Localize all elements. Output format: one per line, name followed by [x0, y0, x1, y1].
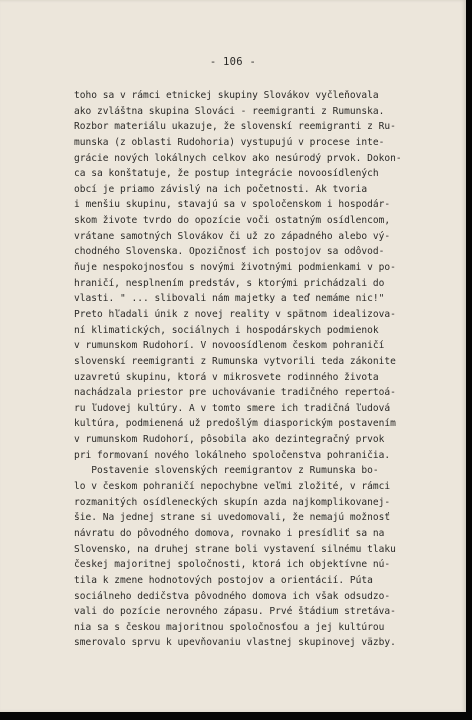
text-line: nia sa s českou majoritnou spoločnosťou a jej kultúrou: [74, 621, 385, 633]
text-line: ca sa konštatuje, že postup integrácie novoosídlených: [74, 168, 379, 180]
text-line: nachádzala priestor pre uchovávanie tradičného repertoá-: [74, 387, 396, 399]
text-line: ní klimatických, sociálnych i hospodárskych podmienok: [74, 324, 379, 336]
text-line: lo v českom pohraničí nepochybne veľmi zložité, v rámci: [74, 481, 391, 493]
text-line: ru ľudovej kultúry. A v tomto smere ich tradičná ľudová: [74, 402, 391, 414]
text-line: návratu do pôvodného domova, rovnako i presídliť sa na: [74, 527, 385, 539]
text-line: tila k zmene hodnotových postojov a orientácií. Púta: [74, 574, 373, 586]
text-line: Slovensko, na druhej strane boli vystavení silnému tlaku: [74, 543, 396, 555]
text-line: obcí je priamo závislý na ich početnosti. Ak tvoria: [74, 183, 368, 195]
text-line: vali do pozície nerovného zápasu. Prvé štádium stretáva-: [74, 606, 396, 618]
text-line: pri formovaní nového lokálneho spoločenstva pohraničia.: [74, 449, 391, 461]
text-line: smerovalo sprvu k upevňovaniu vlastnej skupinovej väzby.: [74, 637, 396, 649]
text-line: chodného Slovenska. Opozičnosť ich postojov sa odôvod-: [74, 246, 385, 258]
page-number: - 106 -: [209, 56, 257, 68]
text-line: uzavretú skupinu, ktorá v mikrosvete rodinného života: [74, 371, 379, 383]
text-line: Postavenie slovenských reemigrantov z Rumunska bo-: [74, 465, 379, 477]
text-line: ňuje nespokojnosťou s novými životnými podmienkami v po-: [74, 262, 396, 274]
text-line: v rumunskom Rudohorí, pôsobila ako dezintegračný prvok: [74, 434, 385, 446]
text-line: českej majoritnej spoločnosti, ktorá ich objektívne nú-: [74, 559, 391, 571]
text-line: hraničí, nesplnením predstáv, s ktorými prichádzali do: [74, 277, 385, 289]
text-line: šie. Na jednej strane si uvedomovali, že nemajú možnosť: [74, 512, 391, 524]
text-line: kultúra, podmienená už predošlým diasporickým postavením: [74, 418, 396, 430]
text-line: skom živote tvrdo do opozície voči ostatným osídlencom,: [74, 215, 391, 227]
text-line: slovenskí reemigranti z Rumunska vytvorili teda zákonite: [74, 355, 396, 367]
text-line: Preto hľadali únik z novej reality v spätnom idealizova-: [74, 308, 396, 320]
text-line: Rozbor materiálu ukazuje, že slovenskí reemigranti z Ru-: [74, 121, 396, 133]
text-line: sociálneho dedičstva pôvodného domova ich však odsudzo-: [74, 590, 391, 602]
text-line: rozmanitých osídleneckých skupín azda najkomplikovanej-: [74, 496, 391, 508]
text-line: grácie nových lokálnych celkov ako nesúrodý prvok. Dokon-: [74, 152, 402, 164]
text-line: i menšiu skupinu, stavajú sa v spoločenskom i hospodár-: [74, 199, 391, 211]
body-text: [74, 88, 434, 651]
text-line: munska (z oblasti Rudohoria) vystupujú v procese inte-: [74, 136, 385, 148]
text-line: v rumunskom Rudohorí. V novoosídlenom českom pohraničí: [74, 340, 385, 352]
text-line: vlasti. " ... slibovali nám majetky a teď nemáme nic!": [74, 293, 385, 305]
text-line: vrátane samotných Slovákov či už zo západného alebo vý-: [74, 230, 391, 242]
text-line: ako zvláštna skupina Slováci - reemigranti z Rumunska.: [74, 105, 385, 117]
text-line: toho sa v rámci etnickej skupiny Slovákov vyčleňovala: [74, 90, 379, 101]
